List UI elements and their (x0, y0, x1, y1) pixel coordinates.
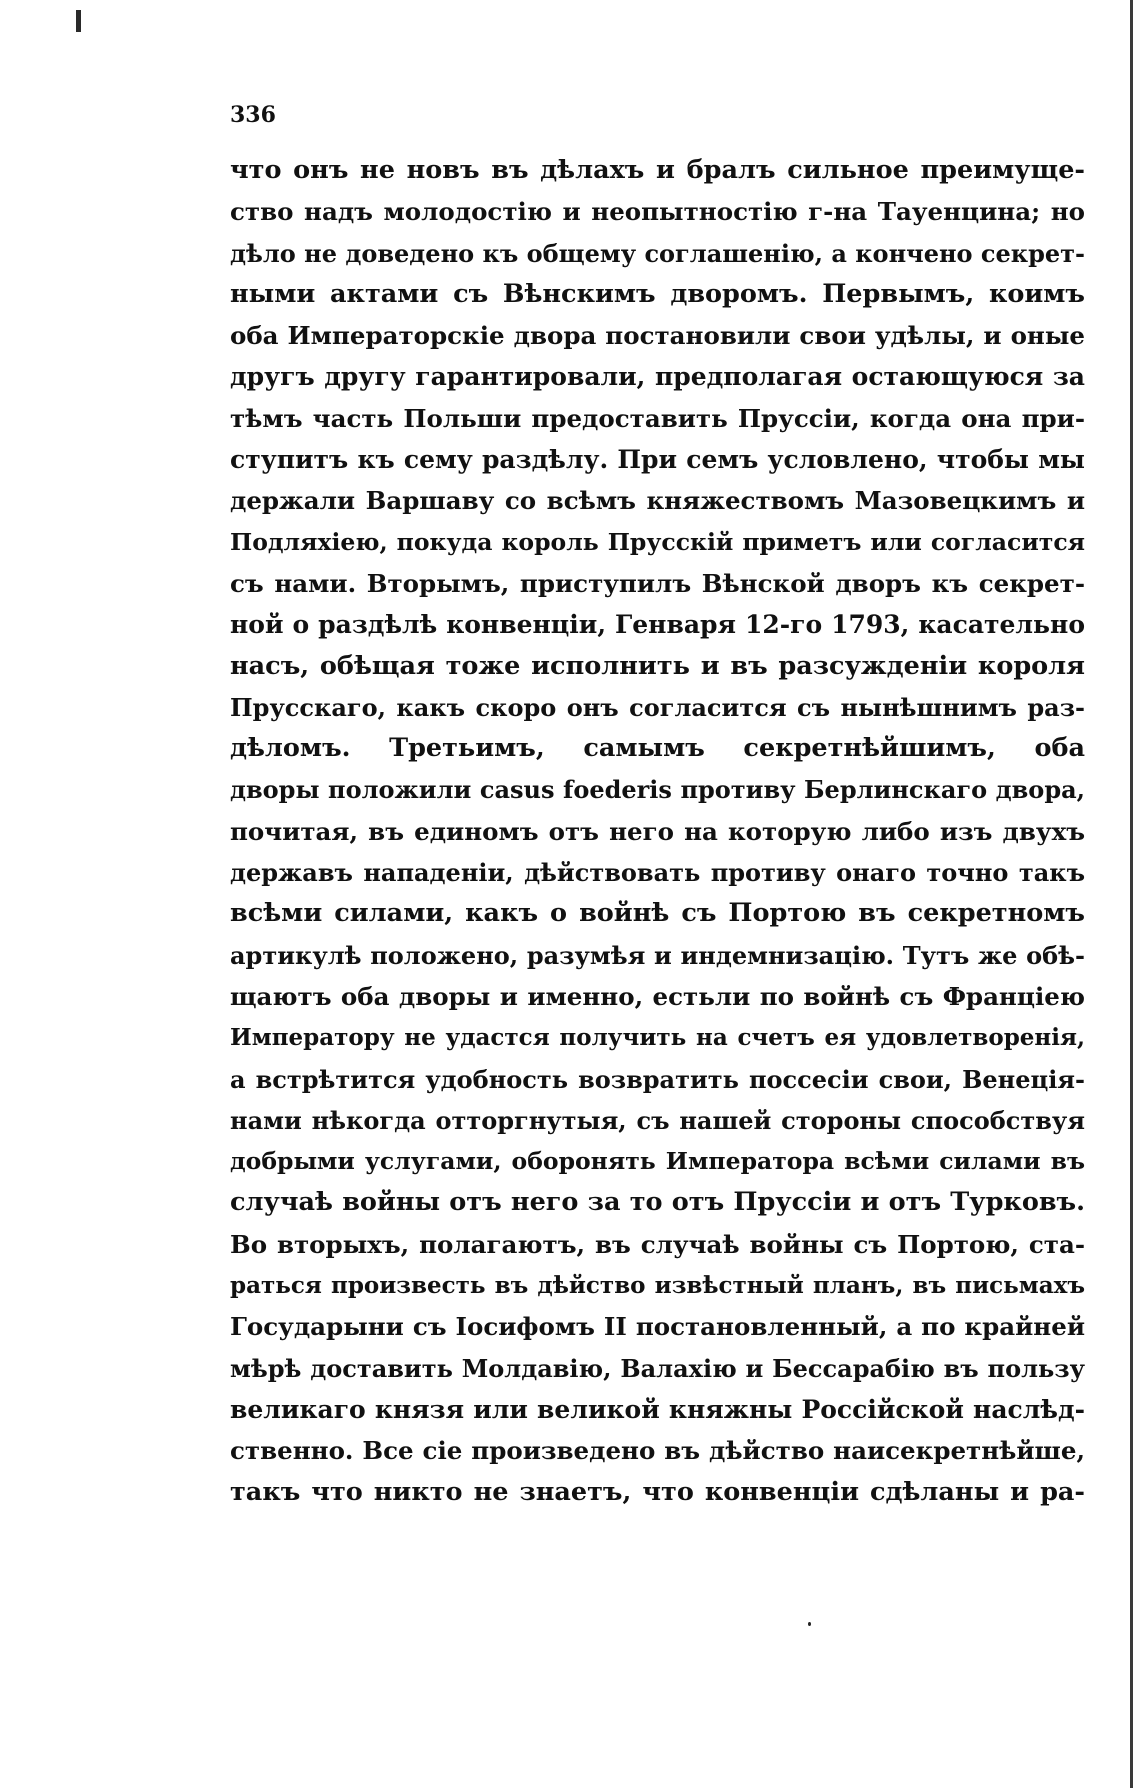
text-line: Императору не удастся получить на счетъ ея удовлетворенія, (230, 1024, 1085, 1052)
page-number: 336 (230, 102, 276, 128)
text-line: почитая, въ единомъ отъ него на которую либо изъ двухъ (230, 816, 1085, 846)
text-line: такъ что никто не знаетъ, что конвенціи сдѣланы и ра- (230, 1476, 1085, 1507)
page-edge-line (1130, 0, 1133, 1788)
text-line: дѣломъ. Третьимъ, самымъ секретнѣйшимъ, оба (230, 733, 1085, 764)
text-line: добрыми услугами, оборонять Императора всѣми силами въ (230, 1147, 1085, 1176)
text-line: дворы положили casus foederis противу Берлинскаго двора, (230, 775, 1085, 805)
text-line: всѣми силами, какъ о войнѣ съ Портою въ секретномъ (230, 898, 1085, 929)
text-line: Прусскаго, какъ скоро онъ согласится съ нынѣшнимъ раз- (230, 692, 1085, 722)
text-line: насъ, обѣщая тоже исполнить и въ разсужденіи короля (230, 650, 1085, 681)
text-line: нами нѣкогда отторгнутыя, съ нашей стороны способствуя (230, 1105, 1085, 1135)
text-line: ственно. Все сіе произведено въ дѣйство наисекретнѣйше, (230, 1436, 1085, 1466)
text-line: великаго князя или великой княжны Россійской наслѣд- (230, 1394, 1085, 1424)
text-line: Подляхіею, покуда король Прусскій приметъ или согласится (230, 527, 1085, 556)
text-line: другъ другу гарантировали, предполагая остающуюся за (230, 362, 1085, 392)
text-line: тѣмъ часть Польши предоставить Пруссіи, когда она при- (230, 403, 1085, 433)
text-line: ство надъ молодостію и неопытностію г-на Тауенцина; но (230, 197, 1085, 227)
text-line: мѣрѣ доставить Молдавію, Валахію и Бессарабію въ пользу (230, 1353, 1085, 1383)
text-line: державъ нападеніи, дѣйствовать противу онаго точно такъ (230, 858, 1085, 888)
text-line: дѣло не доведено къ общему соглашенію, а кончено секрет- (230, 238, 1085, 268)
text-line: что онъ не новъ въ дѣлахъ и бралъ сильное преимуще- (230, 155, 1085, 185)
text-line: оба Императорскіе двора постановили свои удѣлы, и оные (230, 321, 1085, 351)
scan-margin-mark (76, 10, 81, 32)
text-line: держали Варшаву со всѣмъ княжествомъ Мазовецкимъ и (230, 486, 1085, 516)
text-line: ступитъ къ сему раздѣлу. При семъ условлено, чтобы мы (230, 445, 1085, 475)
ink-speck (808, 1622, 811, 1626)
body-text (230, 150, 1085, 1513)
text-line: а встрѣтится удобность возвратить поссесіи свои, Венеція- (230, 1064, 1085, 1094)
text-line: случаѣ войны отъ него за то отъ Пруссіи и отъ Турковъ. (230, 1187, 1085, 1218)
text-line: ными актами съ Вѣнскимъ дворомъ. Первымъ, коимъ (230, 278, 1085, 309)
text-line: раться произвесть въ дѣйство извѣстный планъ, въ письмахъ (230, 1272, 1085, 1300)
text-line: Государыни съ Іосифомъ II постановленный, а по крайней (230, 1312, 1085, 1342)
text-line: Во вторыхъ, полагаютъ, въ случаѣ войны съ Портою, ста- (230, 1229, 1085, 1259)
text-line: артикулѣ положено, разумѣя и индемнизацію. Тутъ же обѣ- (230, 940, 1085, 970)
text-line: щаютъ оба дворы и именно, естьли по войнѣ съ Франціею (230, 981, 1085, 1011)
text-line: ной о раздѣлѣ конвенціи, Генваря 12-го 1793, касательно (230, 610, 1085, 640)
text-line: съ нами. Вторымъ, приступилъ Вѣнской дворъ къ секрет- (230, 568, 1085, 598)
